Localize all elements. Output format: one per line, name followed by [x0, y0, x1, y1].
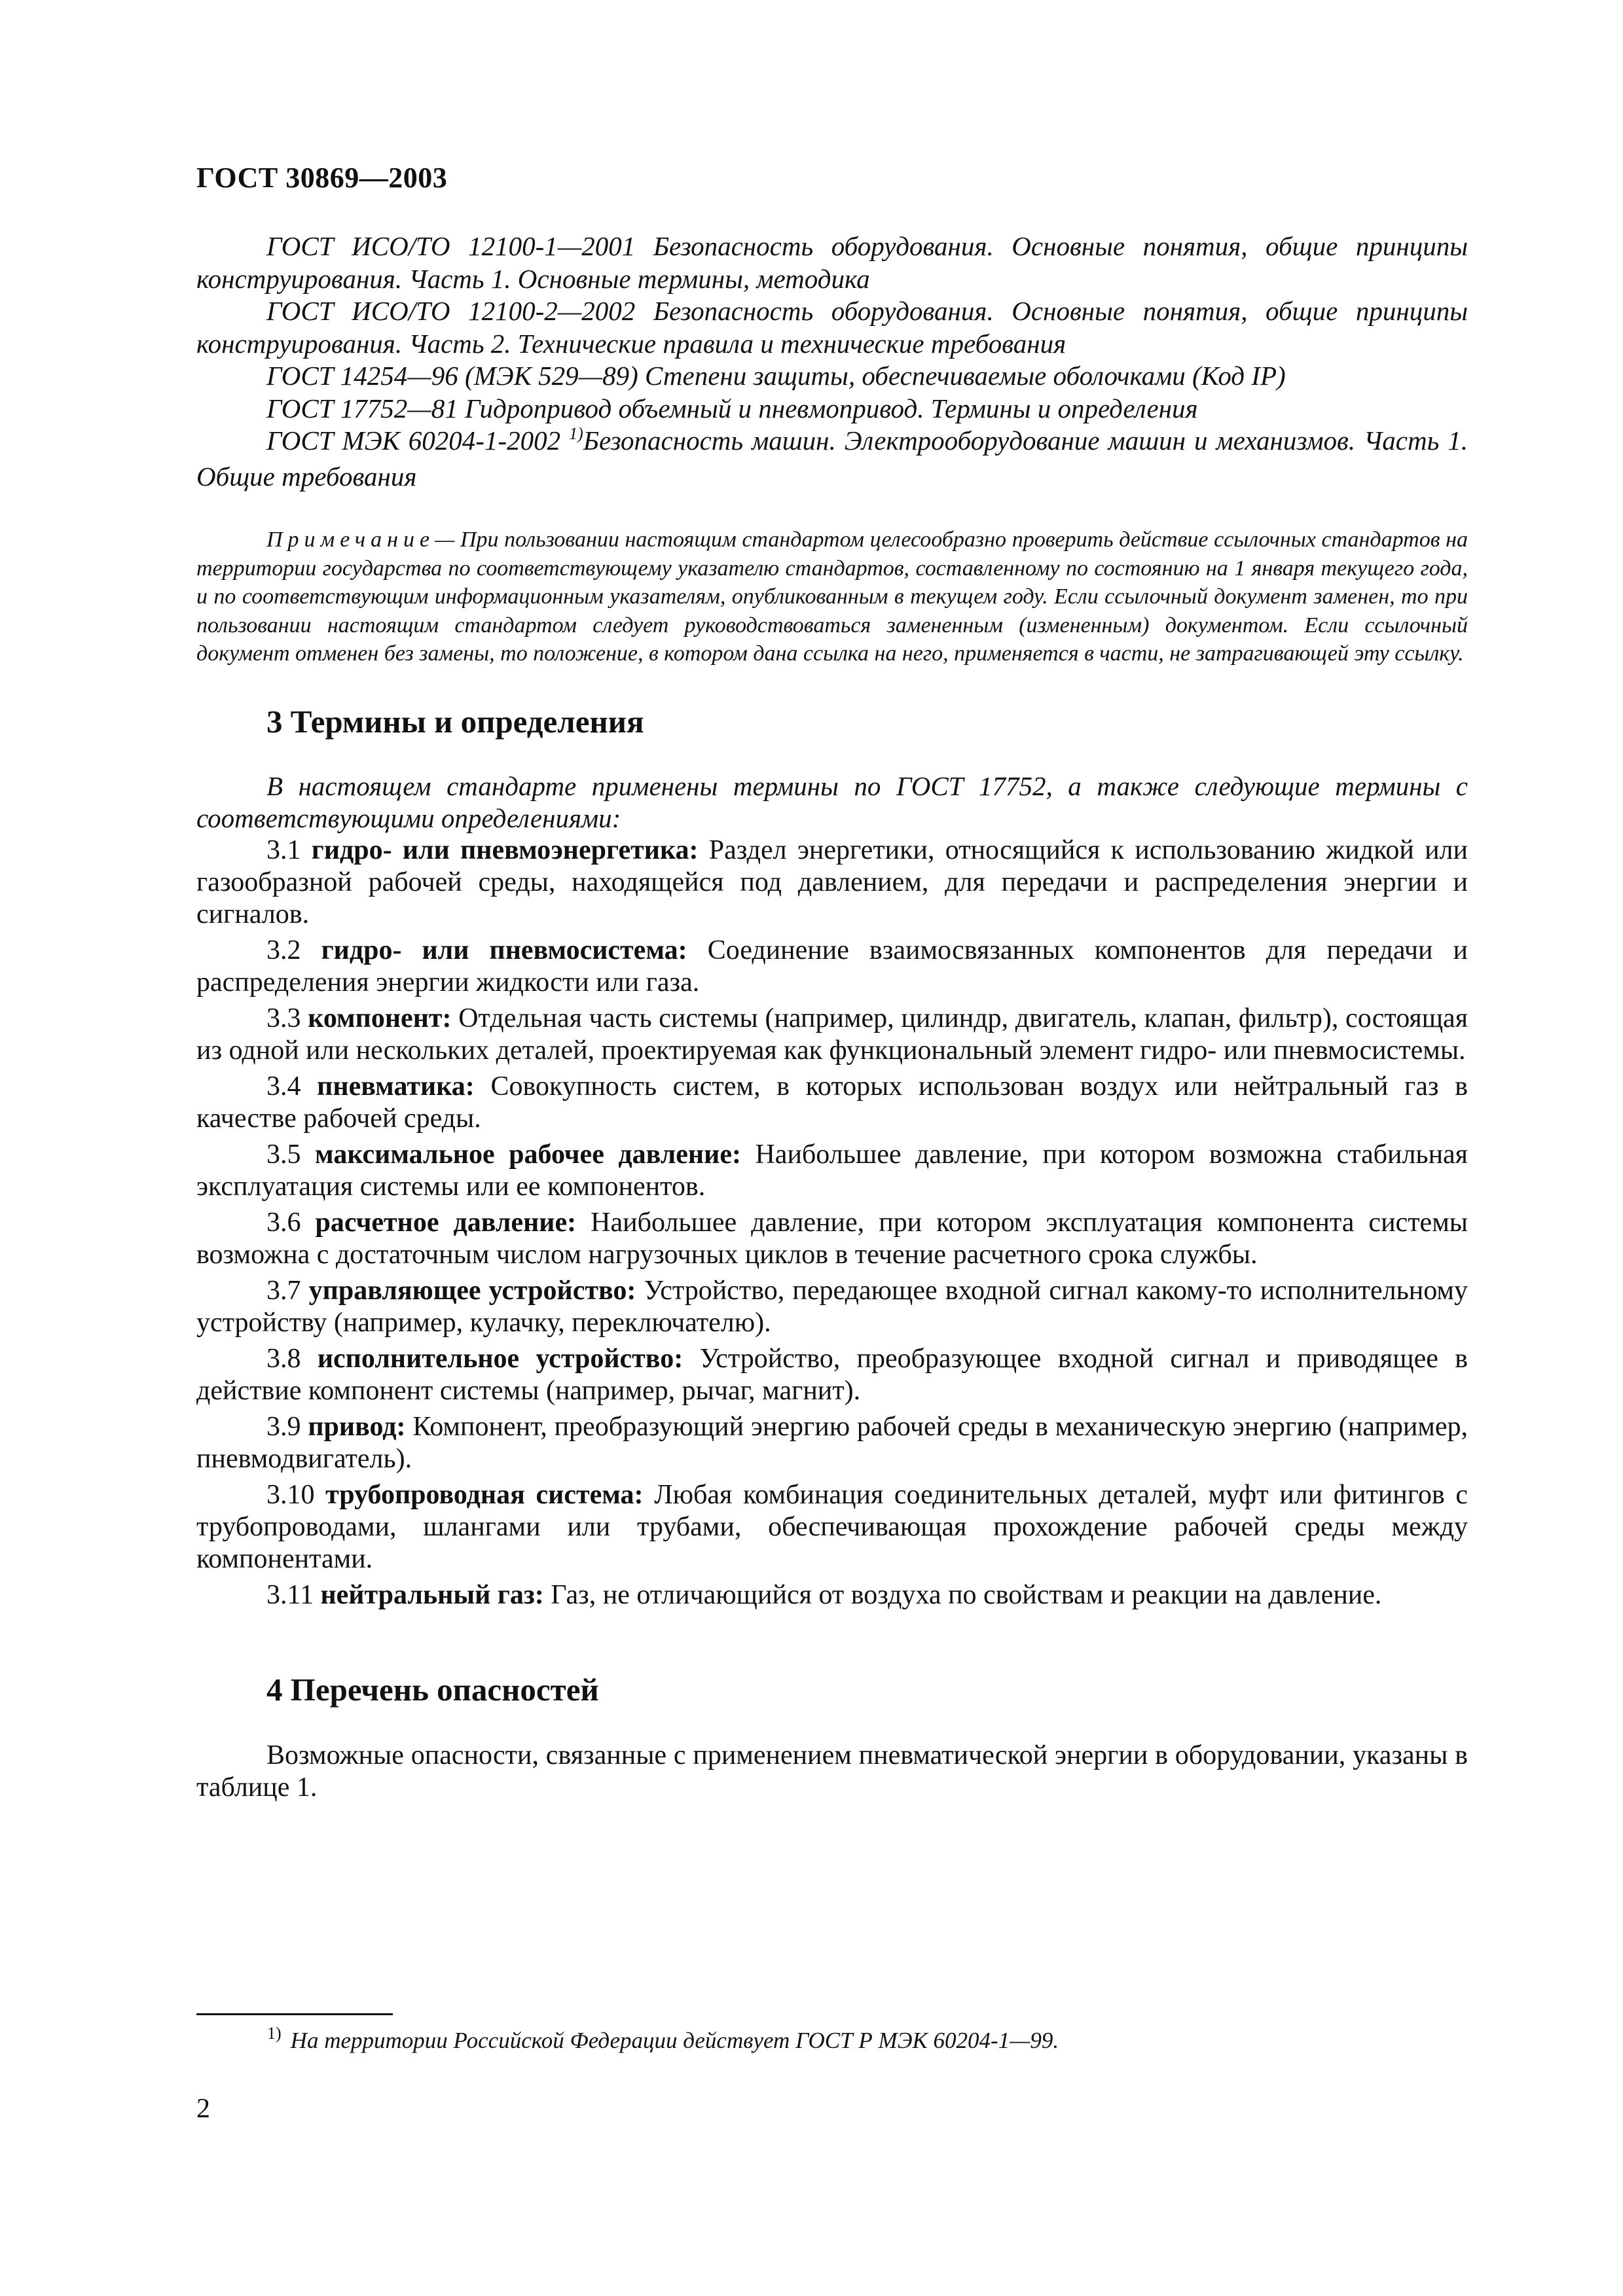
- footnote-text: На территории Российской Федерации действует ГОСТ Р МЭК 60204-1—99.: [290, 2028, 1059, 2053]
- term-number: 3.5: [266, 1139, 301, 1170]
- section-body: [196, 1740, 1468, 1804]
- term-entry: [196, 834, 1468, 931]
- term-name: трубопроводная система:: [325, 1479, 644, 1510]
- note-label: Примечание: [266, 528, 435, 552]
- term-number: 3.9: [266, 1411, 301, 1442]
- document-header: ГОСТ 30869—2003: [196, 162, 448, 194]
- section-4: [196, 1670, 1468, 1804]
- note-block: [196, 526, 1468, 668]
- term-name: максимальное рабочее давление:: [315, 1139, 741, 1170]
- term-definition: Соединение взаимосвязанных компонентов для передачи и распределения энергии жидкости или газа.: [196, 935, 1468, 997]
- term-definition: Раздел энергетики, относящийся к использованию жидкой или газообразной рабочей среды, находящейся под давлением, для передачи и распределения энергии и сигналов.: [196, 834, 1468, 929]
- reference-text: Безопасность машин. Электрооборудование машин и механизмов. Часть 1. Общие требования: [196, 425, 1468, 492]
- term-entry: [196, 1579, 1468, 1611]
- section-heading: 4 Перечень опасностей: [266, 1671, 599, 1708]
- footnote-divider: [196, 2013, 393, 2015]
- section-heading: 3 Термины и определения: [266, 703, 644, 740]
- term-name: гидро- или пневмосистема:: [321, 935, 687, 965]
- term-name: нейтральный газ:: [320, 1579, 544, 1610]
- term-name: исполнительное устройство:: [317, 1343, 684, 1374]
- term-number: 3.7: [266, 1275, 301, 1306]
- note-text: — При пользовании настоящим стандартом целесообразно проверить действие ссылочных стандартов на территории государства по соответствующему указателю стандартов, составленному по состоянию на 1 января текущего года, и по соответствующим информационным указателям, опубликованным в текущем году. Если ссылочный документ заменен, то при пользовании настоящим стандартом следует руководствоваться замененным (измененным) документом. Если ссылочный документ отменен без замены, то положение, в котором дана ссылка на него, применяется в части, не затрагивающей эту ссылку.: [196, 528, 1468, 666]
- footnote-marker: 1): [569, 424, 583, 443]
- page-number: 2: [196, 2094, 210, 2124]
- reference-text: ГОСТ МЭК 60204-1-2002: [266, 425, 570, 456]
- term-definition: Совокупность систем, в которых использован воздух или нейтральный газ в качестве рабочей среды.: [196, 1071, 1468, 1134]
- term-number: 3.10: [266, 1479, 315, 1510]
- term-name: гидро- или пневмоэнергетика:: [311, 834, 699, 865]
- term-number: 3.11: [266, 1579, 314, 1610]
- term-entry: [196, 1003, 1468, 1067]
- terms-list: [196, 834, 1468, 1611]
- section-3: [196, 702, 1468, 1611]
- term-definition: Компонент, преобразующий энергию рабочей среды в механическую энергию (например, пневмодвигатель).: [196, 1411, 1468, 1474]
- term-name: расчетное давление:: [315, 1207, 577, 1238]
- term-entry: [196, 1071, 1468, 1135]
- term-number: 3.4: [266, 1071, 301, 1102]
- page-content: [196, 230, 1468, 1804]
- term-number: 3.8: [266, 1343, 301, 1374]
- term-definition: Любая комбинация соединительных деталей, муфт или фитингов с трубопроводами, шлангами или трубами, обеспечивающая прохождение рабочей среды между компонентами.: [196, 1479, 1468, 1574]
- term-entry: [196, 1275, 1468, 1339]
- term-name: компонент:: [308, 1003, 452, 1033]
- term-number: 3.6: [266, 1207, 301, 1238]
- term-definition: Наибольшее давление, при котором возможна стабильная эксплуатация системы или ее компонентов.: [196, 1139, 1468, 1202]
- term-definition: Газ, не отличающийся от воздуха по свойствам и реакции на давление.: [551, 1579, 1382, 1610]
- footnote-marker: 1): [267, 2024, 282, 2043]
- section-intro: [196, 770, 1468, 834]
- reference-item: [196, 425, 1468, 493]
- intro-paragraph: В настоящем стандарте применены термины по ГОСТ 17752, а также следующие термины с соответствующими определениями:: [196, 770, 1468, 833]
- term-entry: [196, 1343, 1468, 1407]
- body-paragraph: Возможные опасности, связанные с применением пневматической энергии в оборудовании, указаны в таблице 1.: [196, 1740, 1468, 1803]
- reference-item: ГОСТ ИСО/ТО 12100-2—2002 Безопасность оборудования. Основные понятия, общие принципы конструирования. Часть 2. Технические правила и технические требования: [196, 296, 1468, 359]
- reference-item: ГОСТ 17752—81 Гидропривод объемный и пневмопривод. Термины и определения: [266, 393, 1198, 423]
- reference-item: ГОСТ 14254—96 (МЭК 529—89) Степени защиты, обеспечиваемые оболочками (Код IP): [266, 361, 1286, 391]
- footnote: [267, 2026, 1059, 2057]
- term-name: пневматика:: [317, 1071, 475, 1102]
- term-entry: [196, 935, 1468, 999]
- note-paragraph: [196, 526, 1468, 668]
- normative-references: [196, 230, 1468, 493]
- term-entry: [196, 1479, 1468, 1575]
- term-entry: [196, 1411, 1468, 1475]
- term-definition: Наибольшее давление, при котором эксплуатация компонента системы возможна с достаточным числом нагрузочных циклов в течение расчетного срока службы.: [196, 1207, 1468, 1270]
- term-name: управляющее устройство:: [308, 1275, 636, 1306]
- reference-item: ГОСТ ИСО/ТО 12100-1—2001 Безопасность оборудования. Основные понятия, общие принципы конструирования. Часть 1. Основные термины, методика: [196, 231, 1468, 294]
- term-definition: Устройство, преобразующее входной сигнал и приводящее в действие компонент системы (например, рычаг, магнит).: [196, 1343, 1468, 1406]
- term-number: 3.2: [266, 935, 301, 965]
- term-entry: [196, 1207, 1468, 1271]
- term-name: привод:: [308, 1411, 406, 1442]
- term-definition: Устройство, передающее входной сигнал какому-то исполнительному устройству (например, кулачку, переключателю).: [196, 1275, 1468, 1338]
- term-definition: Отдельная часть системы (например, цилиндр, двигатель, клапан, фильтр), состоящая из одной или нескольких деталей, проектируемая как функциональный элемент гидро- или пневмосистемы.: [196, 1003, 1468, 1066]
- term-number: 3.3: [266, 1003, 301, 1033]
- term-entry: [196, 1139, 1468, 1203]
- term-number: 3.1: [266, 834, 301, 865]
